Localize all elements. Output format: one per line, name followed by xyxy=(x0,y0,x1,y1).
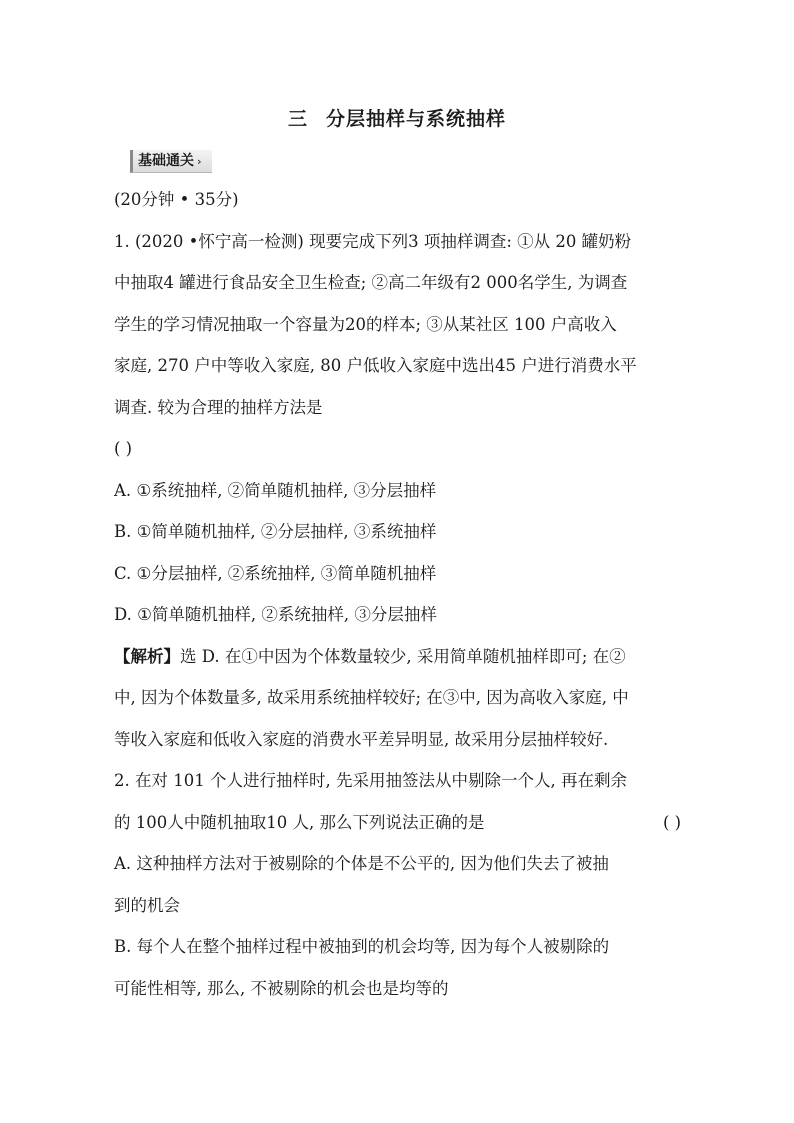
time-score: (20分钟 • 35分) xyxy=(114,190,239,209)
q1-line-1: 1. (2020 •怀宁高一检测) 现要完成下列3 项抽样调查: ①从 20 罐奶粉 xyxy=(114,232,632,251)
q1-option-d: D. ①简单随机抽样, ②系统抽样, ③分层抽样 xyxy=(114,605,437,624)
q1-line-5: 调查. 较为合理的抽样方法是 xyxy=(114,398,323,417)
q1-line-2: 中抽取4 罐进行食品安全卫生检查; ②高二年级有2 000名学生, 为调查 xyxy=(114,273,628,292)
q1-answer-blank: ( ) xyxy=(114,439,133,458)
analysis-line-1-text: 选 D. 在①中因为个体数量较少, 采用简单随机抽样即可; 在② xyxy=(180,647,626,666)
chevron-right-icon: › xyxy=(197,155,202,168)
analysis-tag: 【解析】 xyxy=(114,647,180,666)
q1-option-b: B. ①简单随机抽样, ②分层抽样, ③系统抽样 xyxy=(114,522,437,541)
q1-option-c: C. ①分层抽样, ②系统抽样, ③简单随机抽样 xyxy=(114,564,437,583)
analysis-line-3: 等收入家庭和低收入家庭的消费水平差异明显, 故采用分层抽样较好. xyxy=(114,730,609,749)
q2-line-1: 2. 在对 101 个人进行抽样时, 先采用抽签法从中剔除一个人, 再在剩余 xyxy=(114,771,627,790)
q2-option-a-line-2: 到的机会 xyxy=(114,896,180,915)
q2-option-b-line-2: 可能性相等, 那么, 不被剔除的机会也是均等的 xyxy=(114,979,449,998)
analysis-line-2: 中, 因为个体数量多, 故采用系统抽样较好; 在③中, 因为高收入家庭, 中 xyxy=(114,688,629,707)
basic-level-badge xyxy=(130,150,212,173)
badge-label: 基础通关 xyxy=(138,153,194,169)
q2-answer-blank: ( ) xyxy=(663,813,682,832)
analysis-line-1 xyxy=(114,645,626,669)
section-number: 三 xyxy=(287,108,308,130)
q2-line-2: 的 100人中随机抽取10 人, 那么下列说法正确的是 xyxy=(114,813,485,832)
q1-line-3: 学生的学习情况抽取一个容量为20的样本; ③从某社区 100 户高收入 xyxy=(114,315,617,334)
q2-option-a-line-1: A. 这种抽样方法对于被剔除的个体是不公平的, 因为他们失去了被抽 xyxy=(114,854,609,873)
section-title xyxy=(0,104,794,131)
section-title-text: 分层抽样与系统抽样 xyxy=(326,108,507,130)
q1-option-a: A. ①系统抽样, ②简单随机抽样, ③分层抽样 xyxy=(114,481,437,500)
q2-option-b-line-1: B. 每个人在整个抽样过程中被抽到的机会均等, 因为每个人被剔除的 xyxy=(114,937,610,956)
q1-line-4: 家庭, 270 户中等收入家庭, 80 户低收入家庭中选出45 户进行消费水平 xyxy=(114,356,637,375)
